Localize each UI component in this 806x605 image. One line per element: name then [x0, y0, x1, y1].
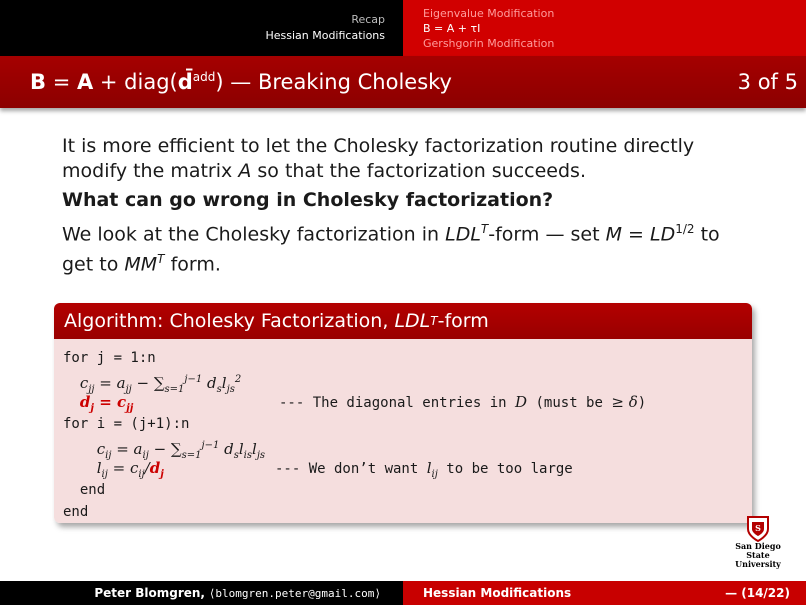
frame-title-text: — Breaking Cholesky — [223, 70, 452, 94]
nav-item-hessian-modifications[interactable]: Hessian Modifications — [265, 29, 385, 42]
code-line-for-j: for j = 1:n — [63, 350, 156, 366]
paragraph-ldlt: We look at the Cholesky factorization in $LDL^T$-form — set $M = LD^{1/2}$ to get to $MM^T$ form. — [62, 222, 720, 276]
ldlt-text-a: We look at the Cholesky factorization in — [62, 223, 440, 246]
paragraph-efficiency — [62, 134, 752, 184]
sdsu-logo — [728, 516, 788, 568]
code-line-end-outer: end — [63, 504, 89, 520]
algorithm-code — [54, 339, 752, 523]
logo-line-1: San Diego State — [735, 541, 781, 560]
algorithm-title: Algorithm: Cholesky Factorization, LDL T -form — [54, 303, 752, 339]
footer-section-title: Hessian Modifications — [423, 586, 572, 600]
code-line-end-inner — [63, 479, 752, 501]
code-line-lij: $l_{ij} = c_{ij}/d_j$ --- We don’t want $l_{ij}$ to be too large — [63, 457, 752, 479]
footer — [0, 581, 806, 605]
algorithm-title-suffix: -form — [437, 310, 489, 332]
nav-right-subsections — [403, 0, 806, 56]
comment-var-d: D — [515, 393, 528, 411]
slide-content — [62, 134, 752, 282]
footer-section — [403, 581, 806, 605]
comment-diagonal: --- The diagonal entries in D (must be ≥ δ) — [279, 393, 647, 411]
code-line-cjj: $c_{jj} = a_{jj} - \sum_{s=1}^{j-1}$ $d_sl_{js}^2$ — [79, 374, 242, 395]
ldlt-text-b: -form — set — [488, 223, 600, 246]
comment-large-end: to be too large — [446, 461, 573, 477]
comment-must-be: (must be — [535, 395, 603, 411]
footer-email: ⟨blomgren.peter@gmail.com⟩ — [208, 586, 381, 600]
paragraph-efficiency-text: It is more efficient to let the Cholesky factorization routine directly modify the matrix — [62, 135, 695, 182]
var-a: A — [238, 160, 252, 182]
footer-author — [0, 581, 403, 605]
top-navigation — [0, 0, 806, 56]
ldlt-text-d: form. — [170, 253, 221, 276]
comment-large-text: --- We don’t want — [275, 461, 419, 477]
footer-author-name: Peter Blomgren, — [94, 586, 205, 600]
ldlt-text-c: to get to — [62, 223, 720, 276]
algorithm-block — [54, 303, 752, 523]
code-end-inner-text: end — [79, 482, 106, 498]
nav-left-sections — [0, 0, 403, 56]
frame-title: B = A + diag(d̄$^{add}$) — Breaking Cholesky — [30, 70, 452, 94]
comment-diagonal-text: --- The diagonal entries in — [279, 395, 507, 411]
paragraph-efficiency-end: so that the factorization succeeds. — [257, 160, 586, 182]
logo-line-2: University — [735, 559, 781, 569]
sdsu-shield-icon — [747, 516, 769, 542]
code-line-cij: $c_{ij} = a_{ij} - \sum_{s=1}^{j-1}$ $d_sl_{is}l_{js}$ — [96, 440, 266, 461]
nav-item-recap[interactable]: Recap — [351, 13, 385, 26]
frame-title-bar — [0, 56, 806, 108]
frame-page-counter: 3 of 5 — [737, 70, 798, 94]
footer-slide-number: — (14/22) — [725, 586, 790, 600]
nav-item-eigenvalue-modification[interactable]: Eigenvalue Modification — [423, 6, 555, 20]
nav-item-gershgorin-modification[interactable]: Gershgorin Modification — [423, 36, 555, 50]
algorithm-title-text: Algorithm: Cholesky Factorization, — [64, 310, 389, 332]
question-heading: What can go wrong in Cholesky factorization? — [62, 189, 554, 211]
comment-large: --- We don’t want $l_{ij}$ to be too large — [275, 459, 573, 480]
svg-text:S: S — [755, 523, 761, 533]
nav-item-b-equals-a-plus-tau-i[interactable]: B = A + τI — [423, 21, 481, 35]
code-line-dj: $d_j = c_{jj}$ --- The diagonal entries in D (must be ≥ δ) — [79, 393, 647, 414]
code-line-for-i: for i = (j+1):n — [63, 416, 190, 432]
